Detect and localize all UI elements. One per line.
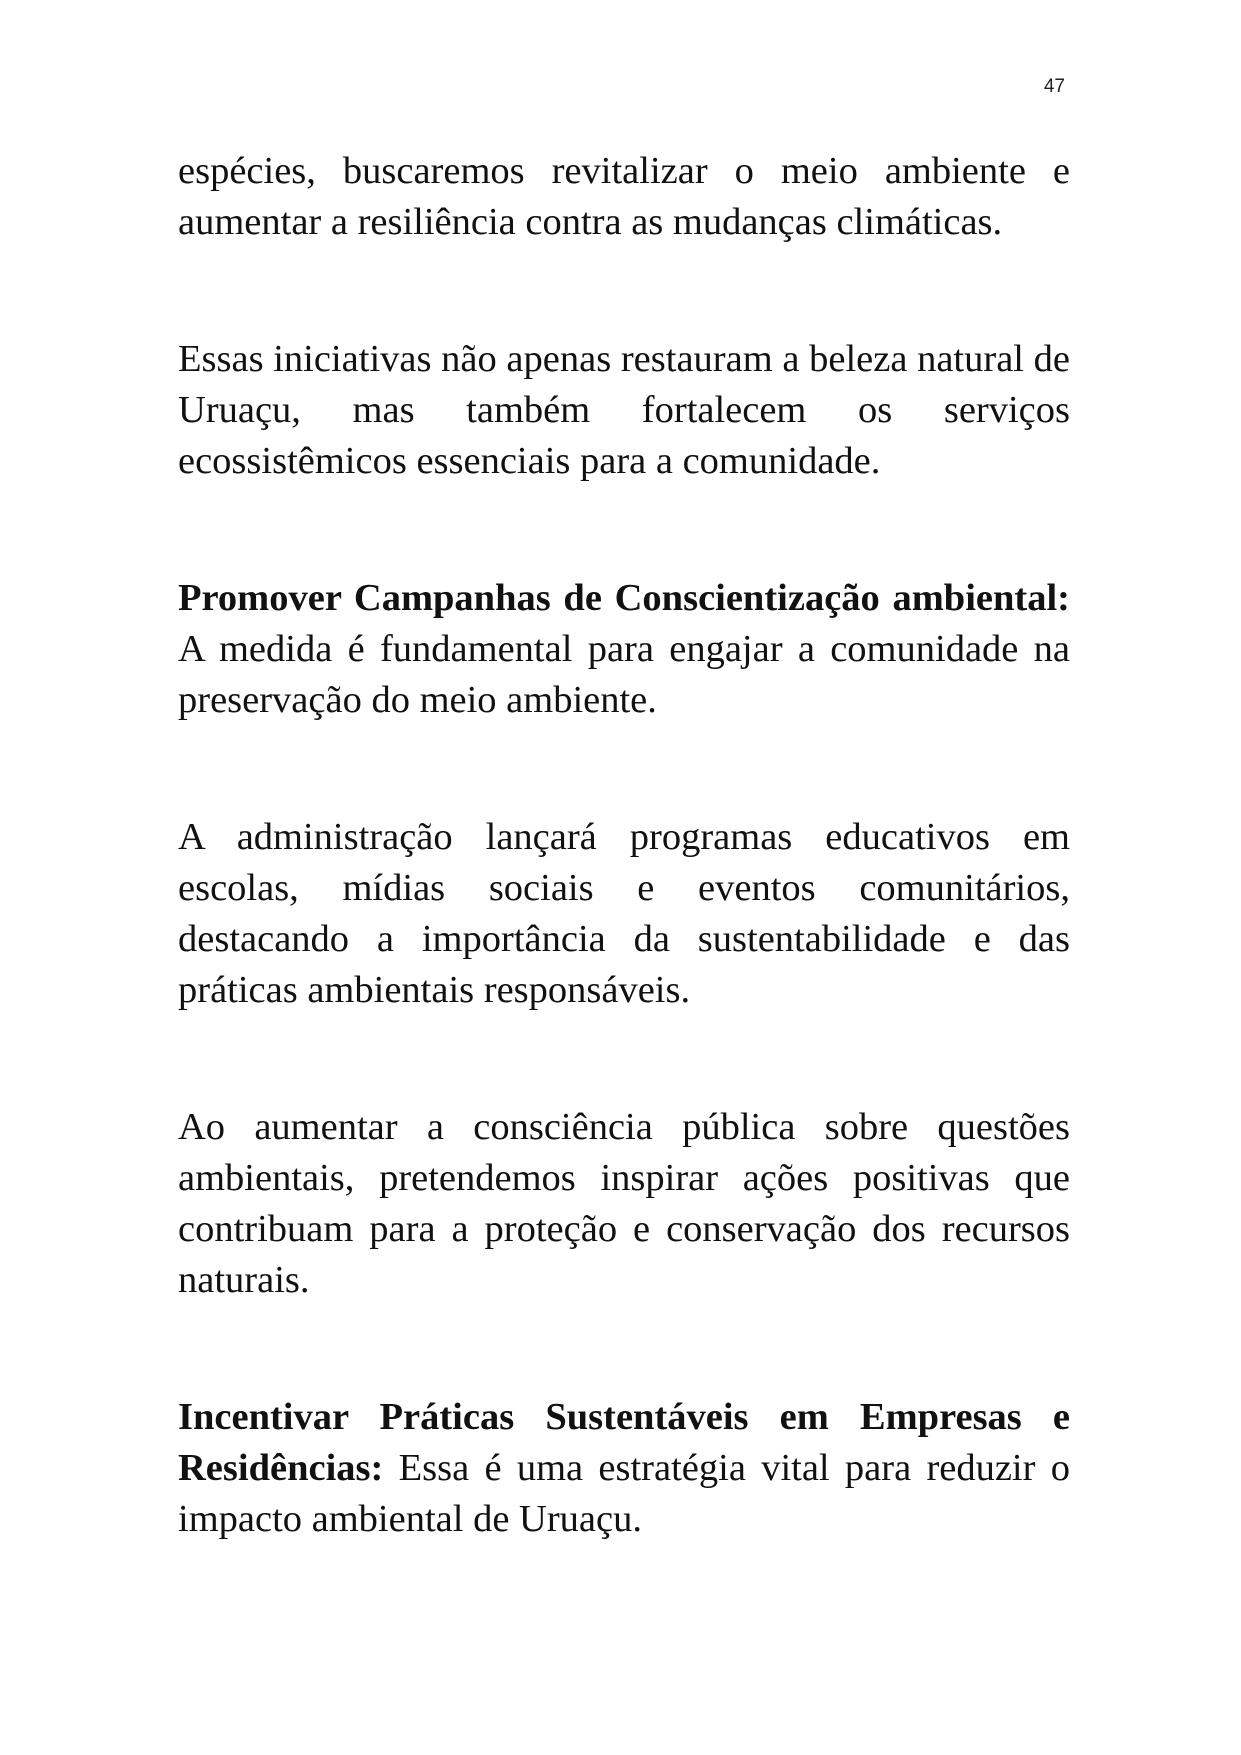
- section-heading-awareness-campaigns: Promover Campanhas de Conscientização ambiental:: [178, 577, 1070, 619]
- section-sustainable-practices-text: Essa é uma estratégia vital para reduzir o impacto ambiental de Uruaçu.: [178, 1447, 1070, 1540]
- section-awareness-campaigns-text: A medida é fundamental para engajar a comunidade na preservação do meio ambiente.: [178, 628, 1070, 721]
- paragraph-2: [178, 334, 1070, 487]
- paragraph-5: [178, 1102, 1070, 1306]
- page-number: 47: [1043, 76, 1065, 97]
- section-awareness-campaigns: [178, 573, 1070, 726]
- document-body: [178, 146, 1070, 1545]
- section-sustainable-practices: [178, 1392, 1070, 1545]
- paragraph-4-text: A administração lançará programas educativos em escolas, mídias sociais e eventos comunitários, destacando a importância da sustentabilidade e das práticas ambientais responsáveis.: [178, 816, 1070, 1011]
- paragraph-1-text: espécies, buscaremos revitalizar o meio ambiente e aumentar a resiliência contra as mudanças climáticas.: [178, 150, 1070, 243]
- paragraph-4: [178, 812, 1070, 1016]
- paragraph-2-text: Essas iniciativas não apenas restauram a beleza natural de Uruaçu, mas também fortalecem os serviços ecossistêmicos essenciais para a comunidade.: [178, 338, 1070, 482]
- paragraph-1: [178, 146, 1070, 248]
- paragraph-5-text: Ao aumentar a consciência pública sobre questões ambientais, pretendemos inspirar ações positivas que contribuam para a proteção e conservação dos recursos naturais.: [178, 1106, 1070, 1301]
- section-heading-sustainable-practices: Incentivar Práticas Sustentáveis em Empresas e Residências:: [178, 1396, 1070, 1489]
